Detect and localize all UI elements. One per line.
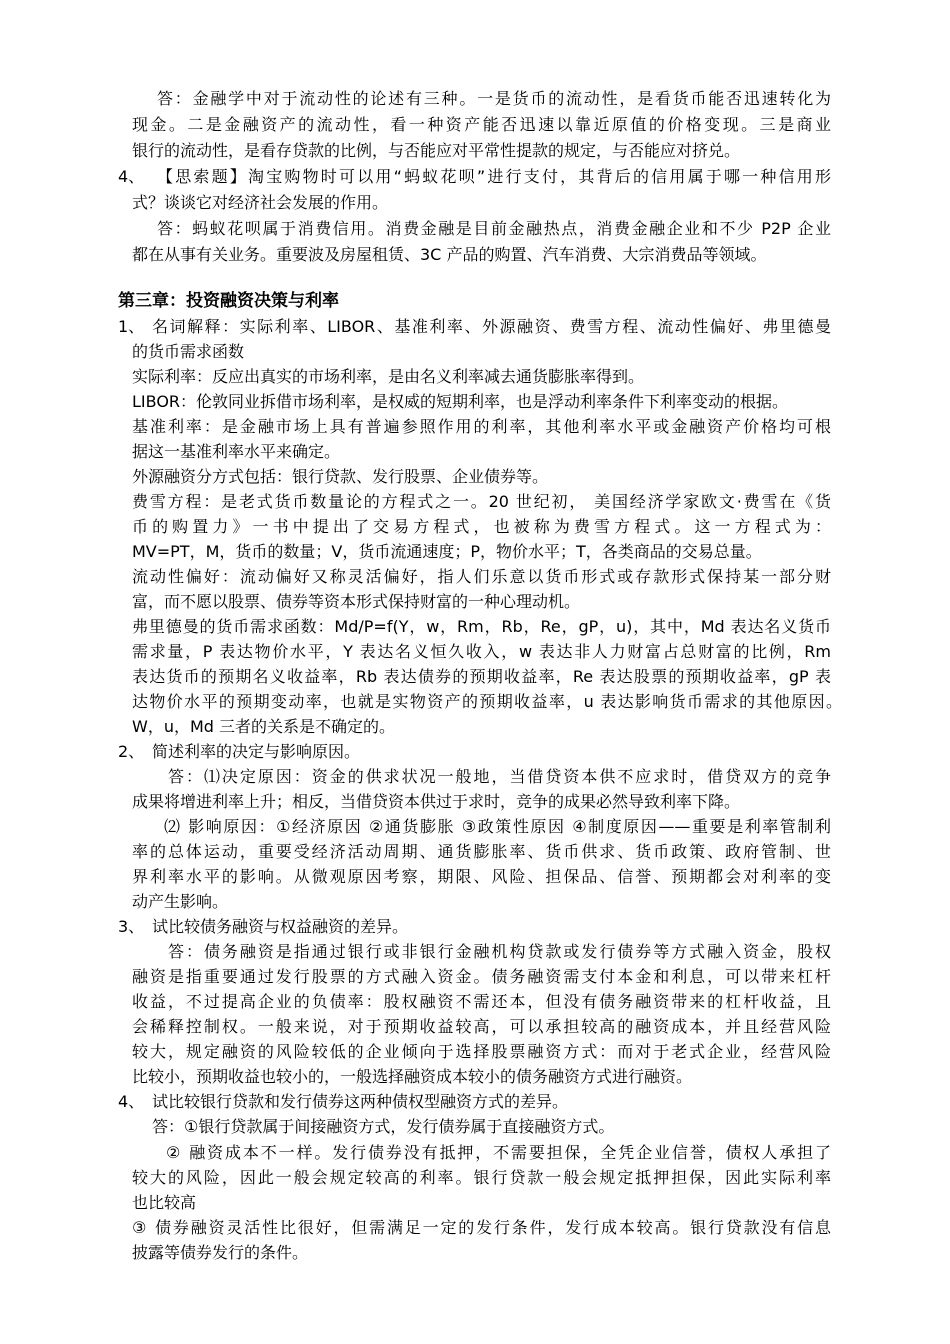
item-number: 2、 (118, 742, 145, 761)
definition-line: 费雪方程：是老式货币数量论的方程式之一。20 世纪初， 美国经济学家欧文·费雪在《货 (132, 492, 831, 511)
answer-line: 答：①银行贷款属于间接融资方式，发行债券属于直接融资方式。 (152, 1117, 615, 1136)
answer-line: 也比较高 (132, 1193, 197, 1212)
definition-line: 基准利率：是金融市场上具有普遍参照作用的利率，其他利率水平或金融资产价格均可根 (132, 417, 831, 436)
answer-line: 会稀释控制权。一般来说，对于预期收益较高，可以承担较高的融资成本，并且经营风险 (132, 1017, 831, 1036)
definition-line: 表达货币的预期名义收益率，Rb 表达债券的预期收益率，Re 表达股票的预期收益率，gP 表 (132, 667, 831, 686)
answer-line: ③ 债券融资灵活性比很好，但需满足一定的发行条件，发行成本较高。银行贷款没有信息 (132, 1218, 831, 1237)
definition-line: 实际利率：反应出真实的市场利率，是由名义利率减去通货膨胀率得到。 (132, 367, 645, 386)
answer-line: 收益，不过提高企业的负债率：股权融资不需还本，但没有债务融资带来的杠杆收益，且 (132, 992, 831, 1011)
answer-line: 披露等债券发行的条件。 (132, 1243, 309, 1262)
question-line: 【思索题】淘宝购物时可以用“蚂蚁花呗”进行支付，其背后的信用属于哪一种信用形 (157, 167, 831, 186)
question-line: 式？谈谈它对经济社会发展的作用。 (132, 193, 389, 212)
chapter-heading: 第三章：投资融资决策与利率 (118, 291, 339, 311)
answer-line: 比较小，预期收益也较小的，一般选择融资成本较小的债务融资方式进行融资。 (132, 1067, 693, 1086)
definition-line: 据这一基准利率水平来确定。 (132, 442, 341, 461)
definition-line: 外源融资分方式包括：银行贷款、发行股票、企业债券等。 (132, 467, 549, 486)
definition-line: 富，而不愿以股票、债券等资本形式保持财富的一种心理动机。 (132, 592, 581, 611)
answer-line: 成果将增进利率上升；相反，当借贷资本供过于求时，竞争的成果必然导致利率下降。 (132, 792, 741, 811)
answer-line: 融资是指重要通过发行股票的方式融入资金。债务融资需支付本金和利息，可以带来杠杆 (132, 967, 831, 986)
answer-line: 动产生影响。 (132, 892, 229, 911)
question-line: 试比较债务融资与权益融资的差异。 (152, 917, 409, 936)
answer-line: 率的总体运动，重要受经济活动周期、通货膨胀率、货币供求、货币政策、政府管制、世 (132, 842, 831, 861)
answer-line: 较大，规定融资的风险较低的企业倾向于选择股票融资方式：而对于老式企业，经营风险 (132, 1042, 831, 1061)
definition-line: W，u，Md 三者的关系是不确定的。 (132, 717, 396, 736)
answer-line: 较大的风险，因此一般会规定较高的利率。银行贷款一般会规定抵押担保，因此实际利率 (132, 1168, 831, 1187)
definition-line: LIBOR：伦敦同业拆借市场利率，是权威的短期利率，也是浮动利率条件下利率变动的根据。 (132, 392, 789, 411)
item-number: 4、 (118, 167, 145, 186)
definition-line: 流动性偏好：流动偏好又称灵活偏好，指人们乐意以货币形式或存款形式保持某一部分财 (132, 567, 831, 586)
answer-line: 界利率水平的影响。从微观原因考察，期限、风险、担保品、信誉、预期都会对利率的变 (132, 867, 831, 886)
answer-line: 答：金融学中对于流动性的论述有三种。一是货币的流动性，是看货币能否迅速转化为 (157, 89, 831, 108)
definition-line: 达物价水平的预期变动率，也就是实物资产的预期收益率，u 表达影响货币需求的其他原因。 (132, 692, 842, 711)
question-line: 简述利率的决定与影响原因。 (152, 742, 361, 761)
answer-line: 都在从事有关业务。重要波及房屋租赁、3C 产品的购置、汽车消费、大宗消费品等领域。 (132, 245, 767, 264)
item-number: 4、 (118, 1092, 145, 1111)
definition-line: 需求量，P 表达物价水平，Y 表达名义恒久收入，w 表达非人力财富占总财富的比例，Rm (132, 642, 831, 661)
definition-line: 弗里德曼的货币需求函数：Md/P=f(Y，w，Rm，Rb，Re，gP，u)，其中，Md 表达名义货币 (132, 617, 831, 636)
answer-line: 答：债务融资是指通过银行或非银行金融机构贷款或发行债券等方式融入资金，股权 (168, 942, 831, 961)
answer-line: 答：⑴决定原因：资金的供求状况一般地，当借贷资本供不应求时，借贷双方的竞争 (168, 767, 831, 786)
item-number: 1、 (118, 317, 145, 336)
answer-line: ② 融资成本不一样。发行债券没有抵押，不需要担保，全凭企业信誉，债权人承担了 (166, 1143, 831, 1162)
answer-line: 答：蚂蚁花呗属于消费信用。消费金融是目前金融热点，消费金融企业和不少 P2P 企业 (157, 219, 831, 238)
definition-line: 币的购置力》一书中提出了交易方程式，也被称为费雪方程式。这一方程式为： (132, 517, 831, 536)
question-line: 名词解释：实际利率、LIBOR、基准利率、外源融资、费雪方程、流动性偏好、弗里德曼 (152, 317, 831, 336)
definition-line: MV=PT，M，货币的数量；V，货币流通速度；P，物价水平；T，各类商品的交易总量。 (132, 542, 762, 561)
question-line: 的货币需求函数 (132, 342, 245, 361)
answer-line: 银行的流动性，是看存贷款的比例，与否能应对平常性提款的规定，与否能应对挤兑。 (132, 141, 741, 160)
answer-line: ⑵ 影响原因：①经济原因 ②通货膨胀 ③政策性原因 ④制度原因——重要是利率管制利 (164, 817, 831, 836)
item-number: 3、 (118, 917, 145, 936)
answer-line: 现金。二是金融资产的流动性，看一种资产能否迅速以靠近原值的价格变现。三是商业 (132, 115, 831, 134)
question-line: 试比较银行贷款和发行债券这两种债权型融资方式的差异。 (152, 1092, 569, 1111)
